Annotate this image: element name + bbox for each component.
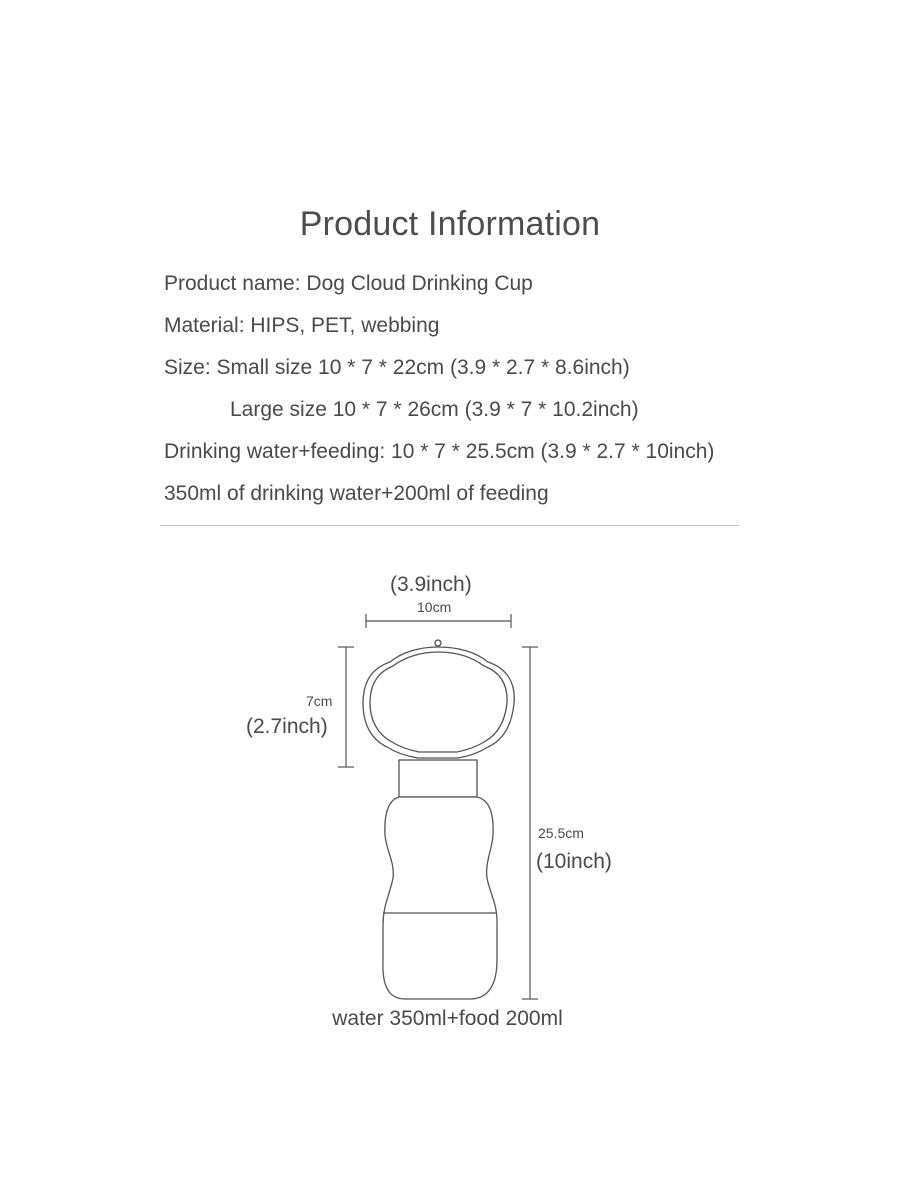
info-material: Material: HIPS, PET, webbing	[164, 314, 440, 337]
width-dimension-line	[366, 614, 511, 628]
height-cm-label: 25.5cm	[538, 825, 584, 841]
info-size-large: Large size 10 * 7 * 26cm (3.9 * 7 * 10.2inch)	[230, 398, 639, 421]
bottle-body	[383, 797, 497, 999]
depth-cm-label: 7cm	[306, 693, 333, 709]
bottle-illustration	[363, 640, 514, 999]
info-capacity: 350ml of drinking water+200ml of feeding	[164, 482, 549, 505]
lid-button	[435, 640, 441, 646]
info-drinking-feeding: Drinking water+feeding: 10 * 7 * 25.5cm (3.9 * 2.7 * 10inch)	[164, 440, 715, 463]
info-product-name: Product name: Dog Cloud Drinking Cup	[164, 272, 533, 295]
info-size-small: Size: Small size 10 * 7 * 22cm (3.9 * 2.7 * 8.6inch)	[164, 356, 630, 379]
height-inch-label: (10inch)	[536, 850, 612, 873]
depth-inch-label: (2.7inch)	[246, 715, 328, 738]
bottle-collar	[399, 760, 477, 797]
cloud-lid-inner	[370, 652, 507, 752]
product-info-title: Product Information	[299, 205, 601, 243]
width-inch-label: (3.9inch)	[390, 573, 472, 596]
width-cm-label: 10cm	[417, 599, 452, 615]
capacity-caption: water 350ml+food 200ml	[332, 1007, 563, 1030]
depth-dimension-line	[338, 647, 354, 767]
height-dimension-line	[522, 647, 538, 999]
